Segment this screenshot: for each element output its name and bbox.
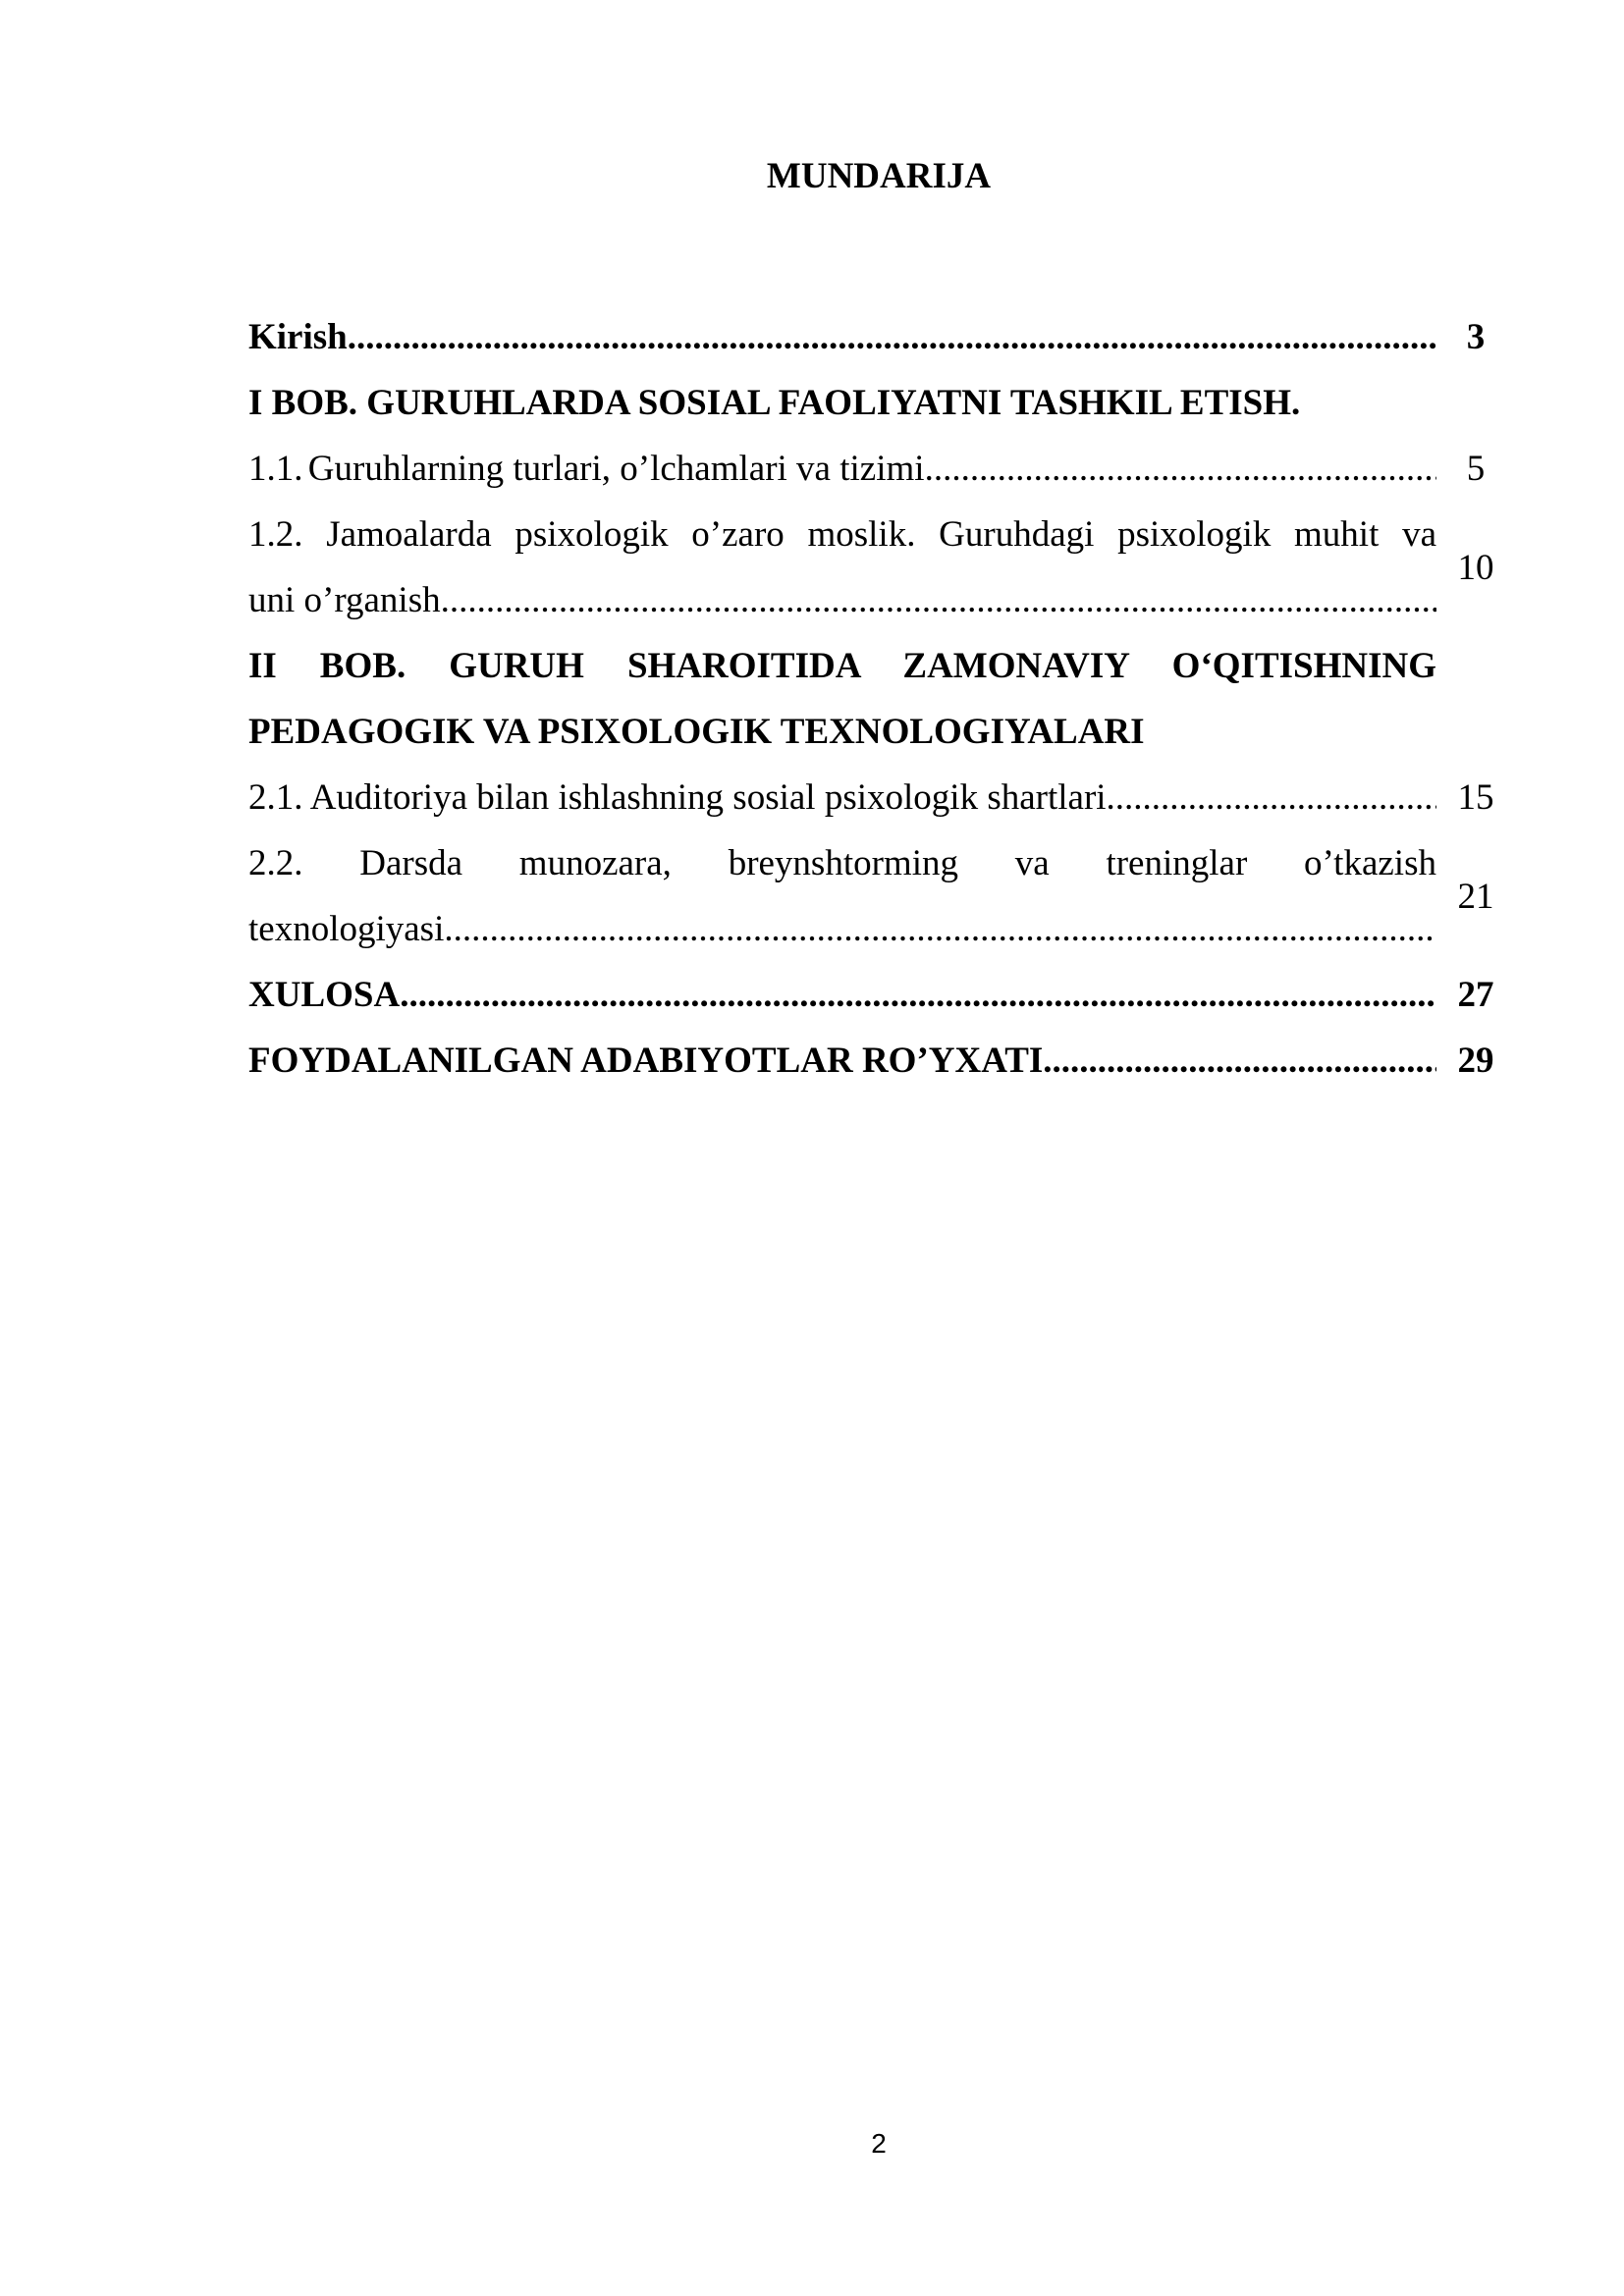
toc-entry-references[interactable] [248,1028,1515,1094]
dot-leader [400,962,1436,1028]
toc-entry-label: FOYDALANILGAN ADABIYOTLAR RO’YXATI [248,1041,1044,1081]
page-number-footer: 2 [871,2128,887,2159]
toc-page-number: 5 [1466,449,1486,489]
toc-entry-label-line1: 2.2. Darsda munozara, breynshtorming va treninglar o’tkazish [248,843,1436,883]
toc-page-number: 15 [1457,777,1494,818]
toc-entry-label: 2.1. Auditoriya bilan ishlashning sosial psixologik shartlari [248,777,1107,818]
toc-chapter-title-line2: PEDAGOGIK VA PSIXOLOGIK TEXNOLOGIYALARI [248,712,1145,752]
toc-page-number: 27 [1457,975,1494,1015]
toc-entry-label-line1: 1.2. Jamoalarda psixologik o’zaro moslik. Guruhdagi psixologik muhit va [248,514,1436,555]
toc-chapter-title: I BOB. GURUHLARDA SOSIAL FAOLIYATNI TASHKIL ETISH. [248,383,1301,423]
toc-entry-2-2[interactable] [248,830,1515,962]
toc-entry-intro[interactable] [248,304,1515,370]
toc-chapter-1[interactable] [248,370,1515,436]
dot-leader [348,304,1436,370]
dot-leader [441,567,1436,633]
toc-entry-conclusion[interactable] [248,962,1515,1028]
toc-page-number: 10 [1457,547,1494,588]
toc-entry-number: 1.1. [248,449,303,489]
page-title: MUNDARIJA [766,156,992,196]
dot-leader [1043,1028,1436,1094]
toc-entry-label: Kirish [248,317,348,357]
toc-page-number: 3 [1466,317,1486,357]
toc-entry-label: Guruhlarning turlari, o’lchamlari va tizimi [307,449,925,489]
toc-entry-1-2[interactable] [248,502,1515,633]
toc-entry-label-line2: uni o’rganish [248,580,441,620]
table-of-contents [248,304,1515,1094]
toc-chapter-2[interactable] [248,633,1515,765]
dot-leader [925,436,1436,502]
toc-entry-1-1[interactable] [248,436,1515,502]
toc-page-number: 29 [1457,1041,1494,1081]
dot-leader [444,896,1436,962]
toc-entry-2-1[interactable] [248,765,1515,830]
toc-entry-label-line2: texnologiyasi [248,909,445,949]
toc-page-number: 21 [1457,876,1494,917]
toc-entry-label: XULOSA [248,975,401,1015]
dot-leader [1107,765,1436,830]
toc-chapter-title-line1: II BOB. GURUH SHAROITIDA ZAMONAVIY O‘QITISHNING [248,646,1436,686]
